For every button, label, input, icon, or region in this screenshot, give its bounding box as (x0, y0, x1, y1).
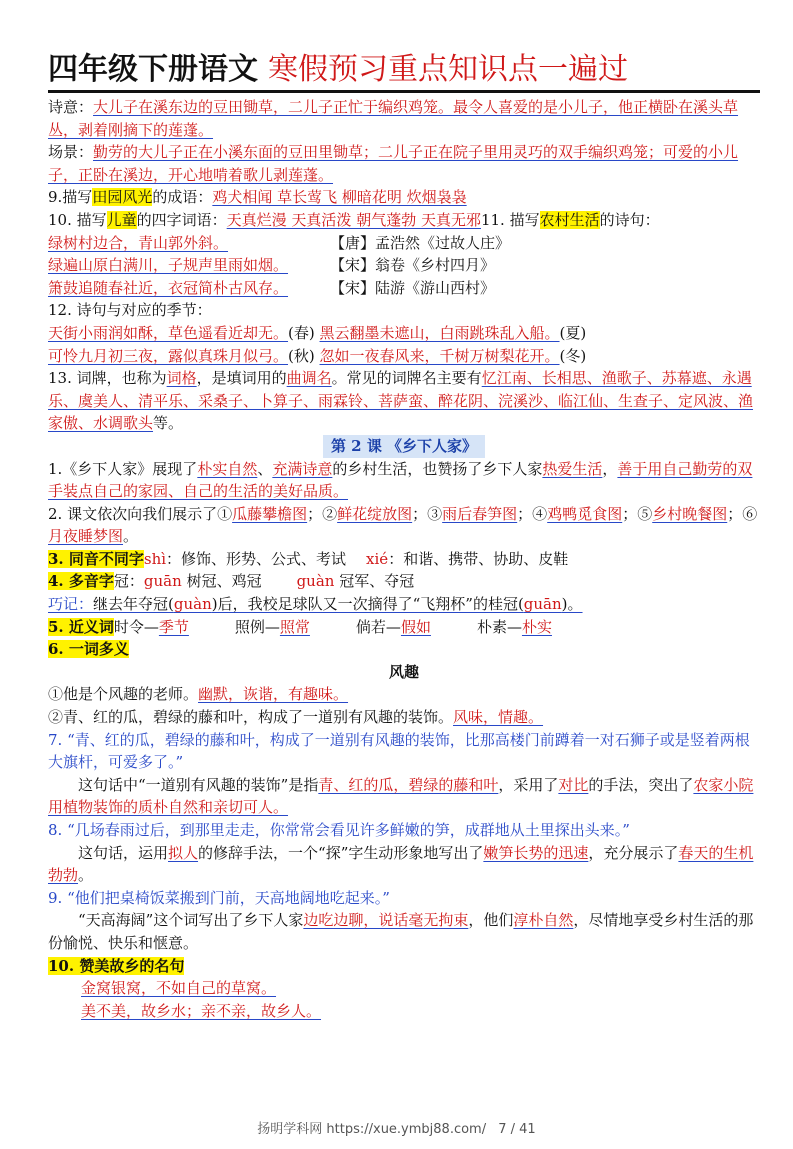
l1-line: 1.《乡下人家》展现了朴实自然、充满诗意的乡村生活，也赞扬了乡下人家热爱生活，善于用自己勤劳的双手装点自己的家园、自己的生活的美好品质。 (48, 459, 753, 501)
poem-line-1: 绿树村边合，青山郭外斜。 【唐】孟浩然《过故人庄》 (48, 233, 511, 252)
poem-line-2: 绿遍山原白满川，子规声里雨如烟。 【宋】翁卷《乡村四月》 (48, 256, 496, 275)
q9-line: 9.描写田园风光的成语：鸡犬相闻 草长莺飞 柳暗花明 炊烟袅袅 (48, 188, 467, 207)
q10-answer: 天真烂漫 天真活泼 朝气蓬勃 天真无邪 (226, 210, 481, 229)
qiaoji-line: 巧记：继去年夺冠(guàn)后，我校足球队又一次摘得了“飞翔杯”的桂冠(guān)。 (48, 595, 583, 614)
page-header (48, 44, 760, 93)
l10-line: 10. 赞美故乡的名句 (48, 956, 185, 975)
fengqu-line-2: ②青、红的瓜，碧绿的藤和叶，构成了一道别有风趣的装饰。风味，情趣。 (48, 708, 544, 727)
q9-answer: 鸡犬相闻 草长莺飞 柳暗花明 炊烟袅袅 (212, 188, 467, 207)
l7-analysis: 这句话中“一道别有风趣的装饰”是指青、红的瓜，碧绿的藤和叶，采用了对比的手法，突出了农家小院用植物装饰的质朴自然和亲切可人。 (48, 775, 754, 817)
l5-line: 5. 近义词时令—季节 照例—照常 倘若—假如 朴素—朴实 (48, 617, 552, 636)
lesson-title-row (48, 435, 760, 458)
fengqu-title: 风趣 (388, 662, 419, 681)
q13-line: 13. 词牌，也称为词格，是填词用的曲调名。常见的词牌名主要有忆江南、长相思、渔歌子、苏幕遮、永遇乐、虞美人、清平乐、采桑子、卜算子、雨霖铃、菩萨蛮、醉花阴、浣溪沙、临江仙、生查子、定风波、渔家傲、水调歌头等。 (48, 369, 754, 433)
document-body (48, 96, 760, 1022)
header-title-sub: 寒假预习重点知识点一遍过 (268, 52, 628, 87)
poem-line-3: 箫鼓追随春社近，衣冠简朴古风存。 【宋】陆游《游山西村》 (48, 278, 496, 297)
l8-analysis: 这句话，运用拟人的修辞手法，一个“探”字生动形象地写出了嫩笋长势的迅速，充分展示了春天的生机勃勃。 (48, 843, 754, 885)
l4-line: 4. 多音字冠：guān 树冠、鸡冠 guàn 冠军、夺冠 (48, 572, 415, 591)
l8-quote: 8. “几场春雨过后，到那里走走，你常常会看见许多鲜嫩的笋，成群地从土里探出头来。” (48, 821, 630, 839)
l9-analysis: “天高海阔”这个词写出了乡下人家边吃边聊，说话毫无拘束，他们淳朴自然，尽情地享受乡村生活的那份愉悦、快乐和惬意。 (48, 911, 754, 952)
l3-line: 3. 同音不同字shì：修饰、形势、公式、考试 xié：和谐、携带、协助、皮鞋 (48, 549, 569, 568)
changjing-line: 场景：勤劳的大儿子正在小溪东面的豆田里锄草；二儿子正在院子里用灵巧的双手编织鸡笼；可爱的小儿子，正卧在溪边，开心地啃着歌儿剥莲蓬。 (48, 143, 739, 184)
q12-title: 12. 诗句与对应的季节： (48, 301, 212, 320)
footer-link[interactable]: 扬明学科网 https://xue.ymbj88.com/ (257, 1122, 487, 1137)
page-number: 7 / 41 (498, 1122, 536, 1137)
cipai-list: 忆江南、长相思、渔歌子、苏幕遮、永遇乐、虞美人、清平乐、采桑子、卜算子、雨霖铃、菩萨蛮、醉花阴、浣溪沙、临江仙、生查子、定风波、渔家傲、水调歌头 (48, 369, 754, 433)
l7-quote: 7. “青、红的瓜，碧绿的藤和叶，构成了一道别有风趣的装饰，比那高楼门前蹲着一对石狮子或是竖着两根大旗杆，可爱多了。” (48, 730, 750, 772)
season-line-1: 天街小雨润如酥，草色遥看近却无。(春) 黑云翻墨未遮山，白雨跳珠乱入船。(夏) (48, 323, 587, 342)
l10-answer-2: 美不美，故乡水；亲不亲，故乡人。 (81, 1001, 322, 1020)
shiyi-line: 诗意：大儿子在溪东边的豆田锄草，二儿子正忙于编织鸡笼。最令人喜爱的是小儿子，他正横卧在溪头草丛，剥着刚摘下的莲蓬。 (48, 98, 739, 139)
page-footer (0, 1118, 793, 1137)
changjing-answer: 勤劳的大儿子正在小溪东面的豆田里锄草；二儿子正在院子里用灵巧的双手编织鸡笼；可爱的小儿子，正卧在溪边，开心地啃着歌儿剥莲蓬。 (48, 143, 739, 184)
season-line-2: 可怜九月初三夜，露似真珠月似弓。(秋) 忽如一夜春风来，千树万树梨花开。(冬) (48, 346, 587, 365)
l9-quote: 9. “他们把桌椅饭菜搬到门前，天高地阔地吃起来。” (48, 888, 390, 907)
l6-line: 6. 一词多义 (48, 640, 129, 659)
fengqu-line-1: ①他是个风趣的老师。幽默，诙谐，有趣味。 (48, 685, 349, 704)
shiyi-answer: 大儿子在溪东边的豆田锄草，二儿子正忙于编织鸡笼。最令人喜爱的是小儿子，他正横卧在溪头草丛，剥着刚摘下的莲蓬。 (48, 98, 739, 139)
header-title-main: 四年级下册语文 (48, 52, 258, 87)
q10-line: 10. 描写儿童的四字词语：天真烂漫 天真活泼 朝气蓬勃 天真无邪11. 描写农村生活的诗句： (48, 210, 660, 229)
l2-line: 2. 课文依次向我们展示了①瓜藤攀檐图；②鲜花绽放图；③雨后春笋图；④鸡鸭觅食图；⑤乡村晚餐图；⑥月夜睡梦图。 (48, 504, 758, 546)
lesson-title: 第 2 课 《乡下人家》 (323, 435, 485, 458)
l10-answer-1: 金窝银窝，不如自己的草窝。 (81, 979, 277, 998)
